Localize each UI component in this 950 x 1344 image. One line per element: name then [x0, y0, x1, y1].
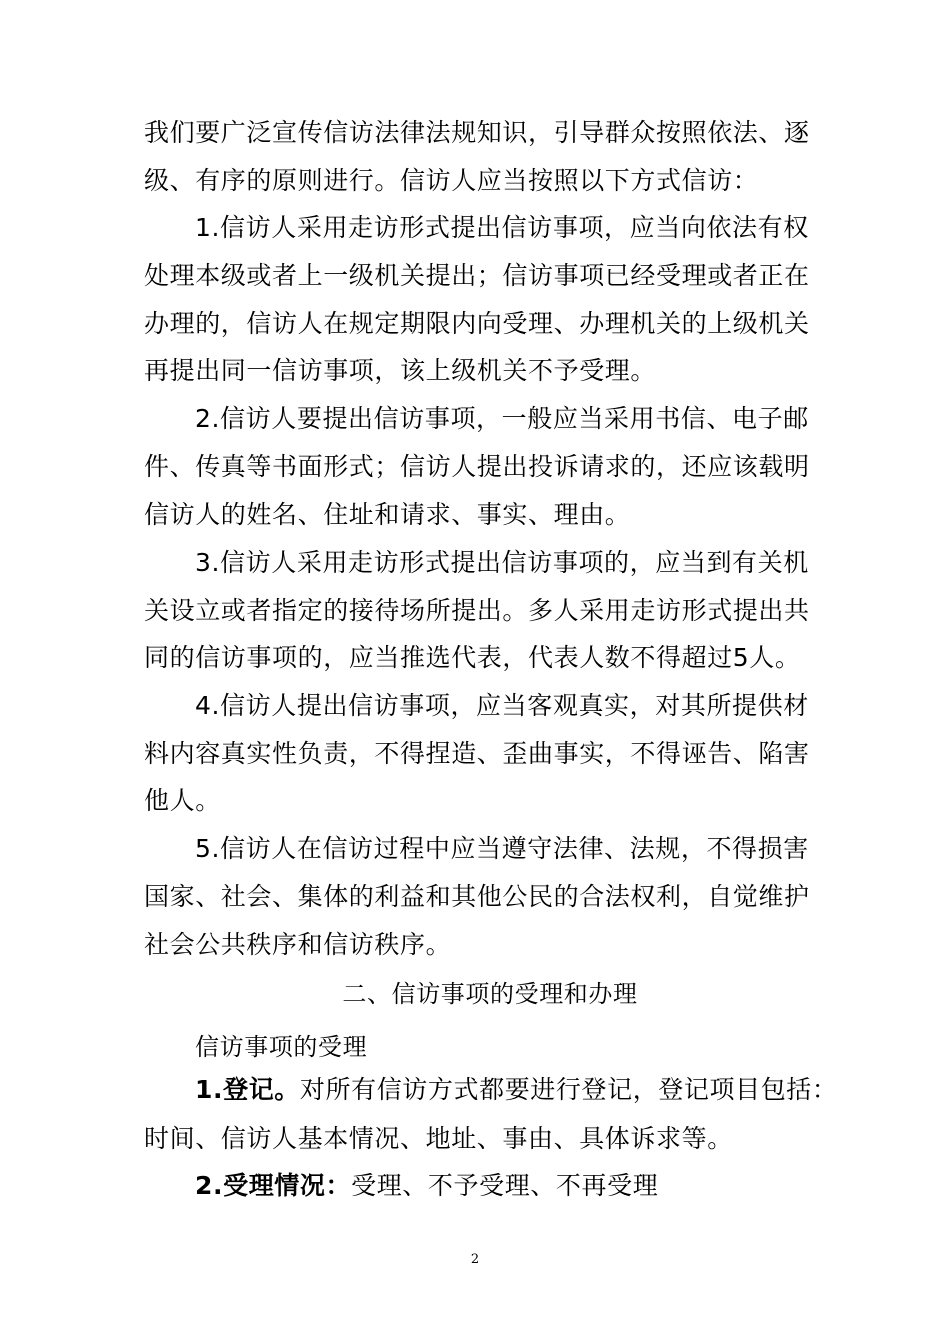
paragraph-line: 我们要广泛宣传信访法律法规知识，引导群众按照依法、逐 — [144, 118, 810, 147]
item-2-label: 2.受理情况： — [195, 1171, 352, 1200]
paragraph-line: 级、有序的原则进行。信访人应当按照以下方式信访： — [144, 166, 759, 195]
paragraph-line: 再提出同一信访事项，该上级机关不予受理。 — [144, 356, 657, 385]
paragraph-line: 关设立或者指定的接待场所提出。多人采用走访形式提出共 — [144, 596, 810, 625]
paragraph-line: 料内容真实性负责，不得捏造、歪曲事实，不得诬告、陷害 — [144, 739, 810, 768]
item-2-line — [195, 1171, 816, 1201]
paragraph-line: 办理的，信访人在规定期限内向受理、办理机关的上级机关 — [144, 309, 810, 338]
item-1-label: 1.登记。 — [195, 1075, 300, 1104]
paragraph-line: 国家、社会、集体的利益和其他公民的合法权利，自觉维护 — [144, 882, 810, 911]
item-1-text: 对所有信访方式都要进行登记，登记项目包括： — [299, 1075, 838, 1104]
paragraph-line: 信访人的姓名、住址和请求、事实、理由。 — [144, 500, 631, 529]
paragraph-line: 4.信访人提出信访事项，应当客观真实，对其所提供材 — [195, 691, 809, 720]
paragraph-line: 社会公共秩序和信访秩序。 — [144, 930, 452, 959]
paragraph-line: 处理本级或者上一级机关提出；信访事项已经受理或者正在 — [144, 261, 810, 290]
paragraph-line: 他人。 — [144, 786, 221, 815]
item-1-continuation: 时间、信访人基本情况、地址、事由、具体诉求等。 — [144, 1124, 733, 1153]
item-2-text: 受理、不予受理、不再受理 — [351, 1171, 659, 1200]
item-1-line — [195, 1075, 838, 1105]
paragraph-line: 同的信访事项的，应当推选代表，代表人数不得超过5人。 — [144, 643, 801, 672]
paragraph-line: 3.信访人采用走访形式提出信访事项的，应当到有关机 — [195, 548, 809, 577]
section-heading: 二、信访事项的受理和办理 — [342, 980, 638, 1008]
paragraph-line: 件、传真等书面形式；信访人提出投诉请求的，还应该载明 — [144, 452, 810, 481]
page-number: 2 — [470, 1252, 480, 1267]
paragraph-line: 2.信访人要提出信访事项，一般应当采用书信、电子邮 — [195, 404, 809, 433]
paragraph-line: 5.信访人在信访过程中应当遵守法律、法规，不得损害 — [195, 834, 809, 863]
paragraph-line: 1.信访人采用走访形式提出信访事项，应当向依法有权 — [195, 213, 809, 242]
subsection-title: 信访事项的受理 — [195, 1033, 368, 1061]
